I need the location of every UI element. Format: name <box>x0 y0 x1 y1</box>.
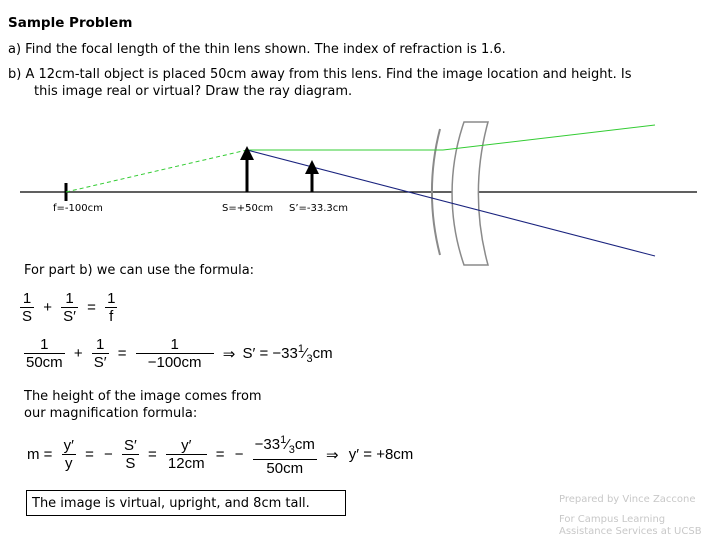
frac-1-over-s: $\frac{1}{S}$ <box>22 290 33 325</box>
frac-neg33-over-50cm: $\frac{-33^1⁄_3cm}{50cm}$ <box>254 434 315 477</box>
formula-intro: For part b) we can use the formula: <box>24 263 255 278</box>
frac-1-over-sp: $\frac{1}{S'}$ <box>63 290 76 325</box>
thin-lens-equation: $\frac{1}{S}$ + $\frac{1}{S'}$ = $\frac{1}{f}$ <box>22 290 116 325</box>
frac-1-over-sp: $\frac{1}{S'}$ <box>93 336 107 371</box>
frac-1-over-f: $\frac{1}{f}$ <box>107 290 116 325</box>
frac-1-over-50cm: $\frac{1}{50cm}$ <box>26 336 63 371</box>
substituted-equation: $\frac{1}{50cm}$ + $\frac{1}{S'}$ = $\frac{1}{-100cm}$ ⇒ $S' = -33^1⁄_3cm$ <box>26 336 333 371</box>
conclusion-box: The image is virtual, upright, and 8cm tall. <box>26 490 346 516</box>
ray-virtual-extension <box>66 150 247 192</box>
object-distance-label: S=+50cm <box>222 203 274 214</box>
image-height-result: y′ = +8cm <box>348 446 414 463</box>
frac-yp-over-y: $\frac{y'}{y}$ <box>63 437 74 472</box>
height-intro-line1: The height of the image comes from <box>24 389 262 404</box>
problem-part-b-line2: this image real or virtual? Draw the ray diagram. <box>34 84 353 99</box>
frac-sp-over-s: $\frac{S'}{S}$ <box>123 437 137 472</box>
image-distance-result: $S' = -33^1⁄_3cm$ <box>242 342 333 365</box>
frac-1-over-neg100cm: $\frac{1}{-100cm}$ <box>136 336 214 371</box>
credit-line2: For Campus Learning <box>559 514 666 525</box>
object-arrow <box>240 146 254 192</box>
credit-line3: Assistance Services at UCSB <box>559 526 702 537</box>
problem-part-b-line1: b) A 12cm-tall object is placed 50cm away from this lens. Find the image location and height. Is <box>8 67 632 82</box>
diverging-lens <box>432 122 488 265</box>
credit-line1: Prepared by Vince Zaccone <box>559 494 696 505</box>
height-intro-line2: our magnification formula: <box>24 406 198 421</box>
frac-yp-over-12cm: $\frac{y'}{12cm}$ <box>167 437 205 472</box>
problem-part-a: a) Find the focal length of the thin lens shown. The index of refraction is 1.6. <box>8 42 506 57</box>
image-distance-label: S’=-33.3cm <box>289 203 349 214</box>
magnification-equation: m = $\frac{y'}{y}$ = − $\frac{S'}{S}$ = $\frac{y'}{12cm}$ = − $\frac{-33^1⁄_3cm}{50cm}$ ⇒ y′ = +8cm <box>27 434 414 477</box>
page-title: Sample Problem <box>8 15 133 31</box>
focal-length-label: f=-100cm <box>53 203 103 214</box>
image-arrow <box>305 160 319 192</box>
